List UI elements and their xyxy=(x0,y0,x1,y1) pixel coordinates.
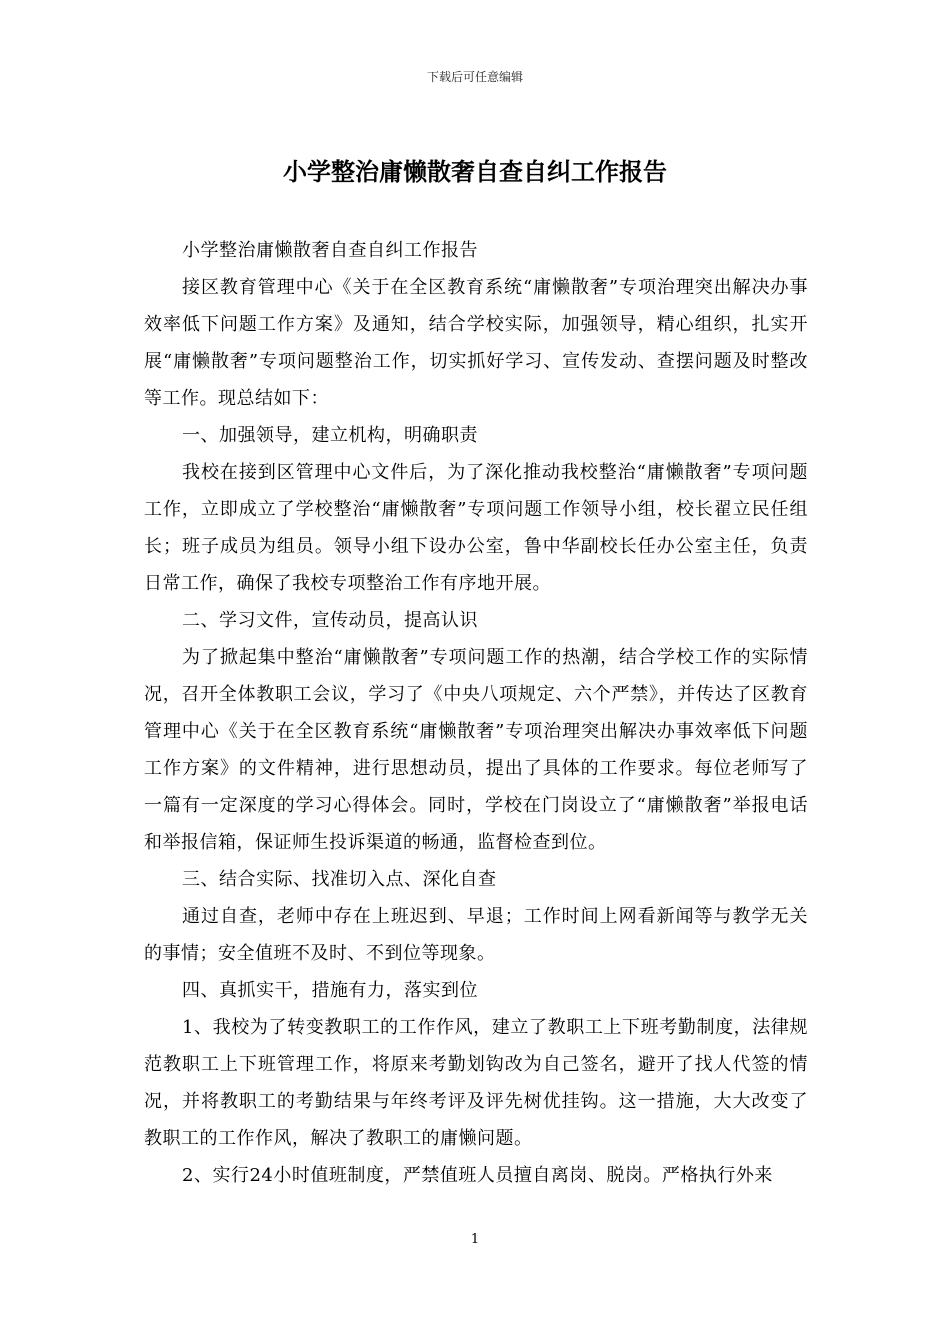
paragraph-section-1: 我校在接到区管理中心文件后，为了深化推动我校整治“庸懒散奢”专项问题工作，立即成立了学校整治“庸懒散奢”专项问题工作领导小组，校长翟立民任组长；班子成员为组员。领导小组下设办公室，鲁中华副校长任办公室主任，负责日常工作，确保了我校专项整治工作有序地开展。 xyxy=(144,462,808,594)
paragraph-subtitle: 小学整治庸懒散奢自查自纠工作报告 xyxy=(182,240,478,261)
paragraph-intro: 接区教育管理中心《关于在全区教育系统“庸懒散奢”专项治理突出解决办事效率低下问题工作方案》及通知，结合学校实际，加强领导，精心组织，扎实开展“庸懒散奢”专项问题整治工作，切实抓好学习、宣传发动、查摆问题及时整改等工作。现总结如下： xyxy=(144,277,808,409)
section-heading-4: 四、真抓实干，措施有力，落实到位 xyxy=(182,980,478,1001)
section-heading-2: 二、学习文件，宣传动员，提高认识 xyxy=(182,610,478,631)
paragraph-item-2: 2、实行24小时值班制度，严禁值班人员擅自离岗、脱岗。严格执行外来 xyxy=(182,1165,773,1186)
header-note: 下载后可任意编辑 xyxy=(426,70,523,84)
document-body xyxy=(144,232,808,1194)
section-heading-1: 一、加强领导，建立机构，明确职责 xyxy=(182,425,478,446)
paragraph-section-3: 通过自查，老师中存在上班迟到、早退；工作时间上网看新闻等与教学无关的事情；安全值班不及时、不到位等现象。 xyxy=(144,906,808,964)
document-title: 小学整治庸懒散奢自查自纠工作报告 xyxy=(283,157,667,186)
section-heading-3: 三、结合实际、找准切入点、深化自查 xyxy=(182,869,497,890)
page-number: 1 xyxy=(470,1232,480,1247)
paragraph-section-2: 为了掀起集中整治“庸懒散奢”专项问题工作的热潮，结合学校工作的实际情况，召开全体教职工会议，学习了《中央八项规定、六个严禁》，并传达了区教育管理中心《关于在全区教育系统“庸懒散奢”专项治理突出解决办事效率低下问题工作方案》的文件精神，进行思想动员，提出了具体的工作要求。每位老师写了一篇有一定深度的学习心得体会。同时，学校在门岗设立了“庸懒散奢”举报电话和举报信箱，保证师生投诉渠道的畅通，监督检查到位。 xyxy=(144,647,808,853)
paragraph-item-1: 1、我校为了转变教职工的工作作风，建立了教职工上下班考勤制度，法律规范教职工上下班管理工作，将原来考勤划钩改为自己签名，避开了找人代签的情况，并将教职工的考勤结果与年终考评及评先树优挂钩。这一措施，大大改变了教职工的工作作风，解决了教职工的庸懒问题。 xyxy=(144,1017,808,1149)
